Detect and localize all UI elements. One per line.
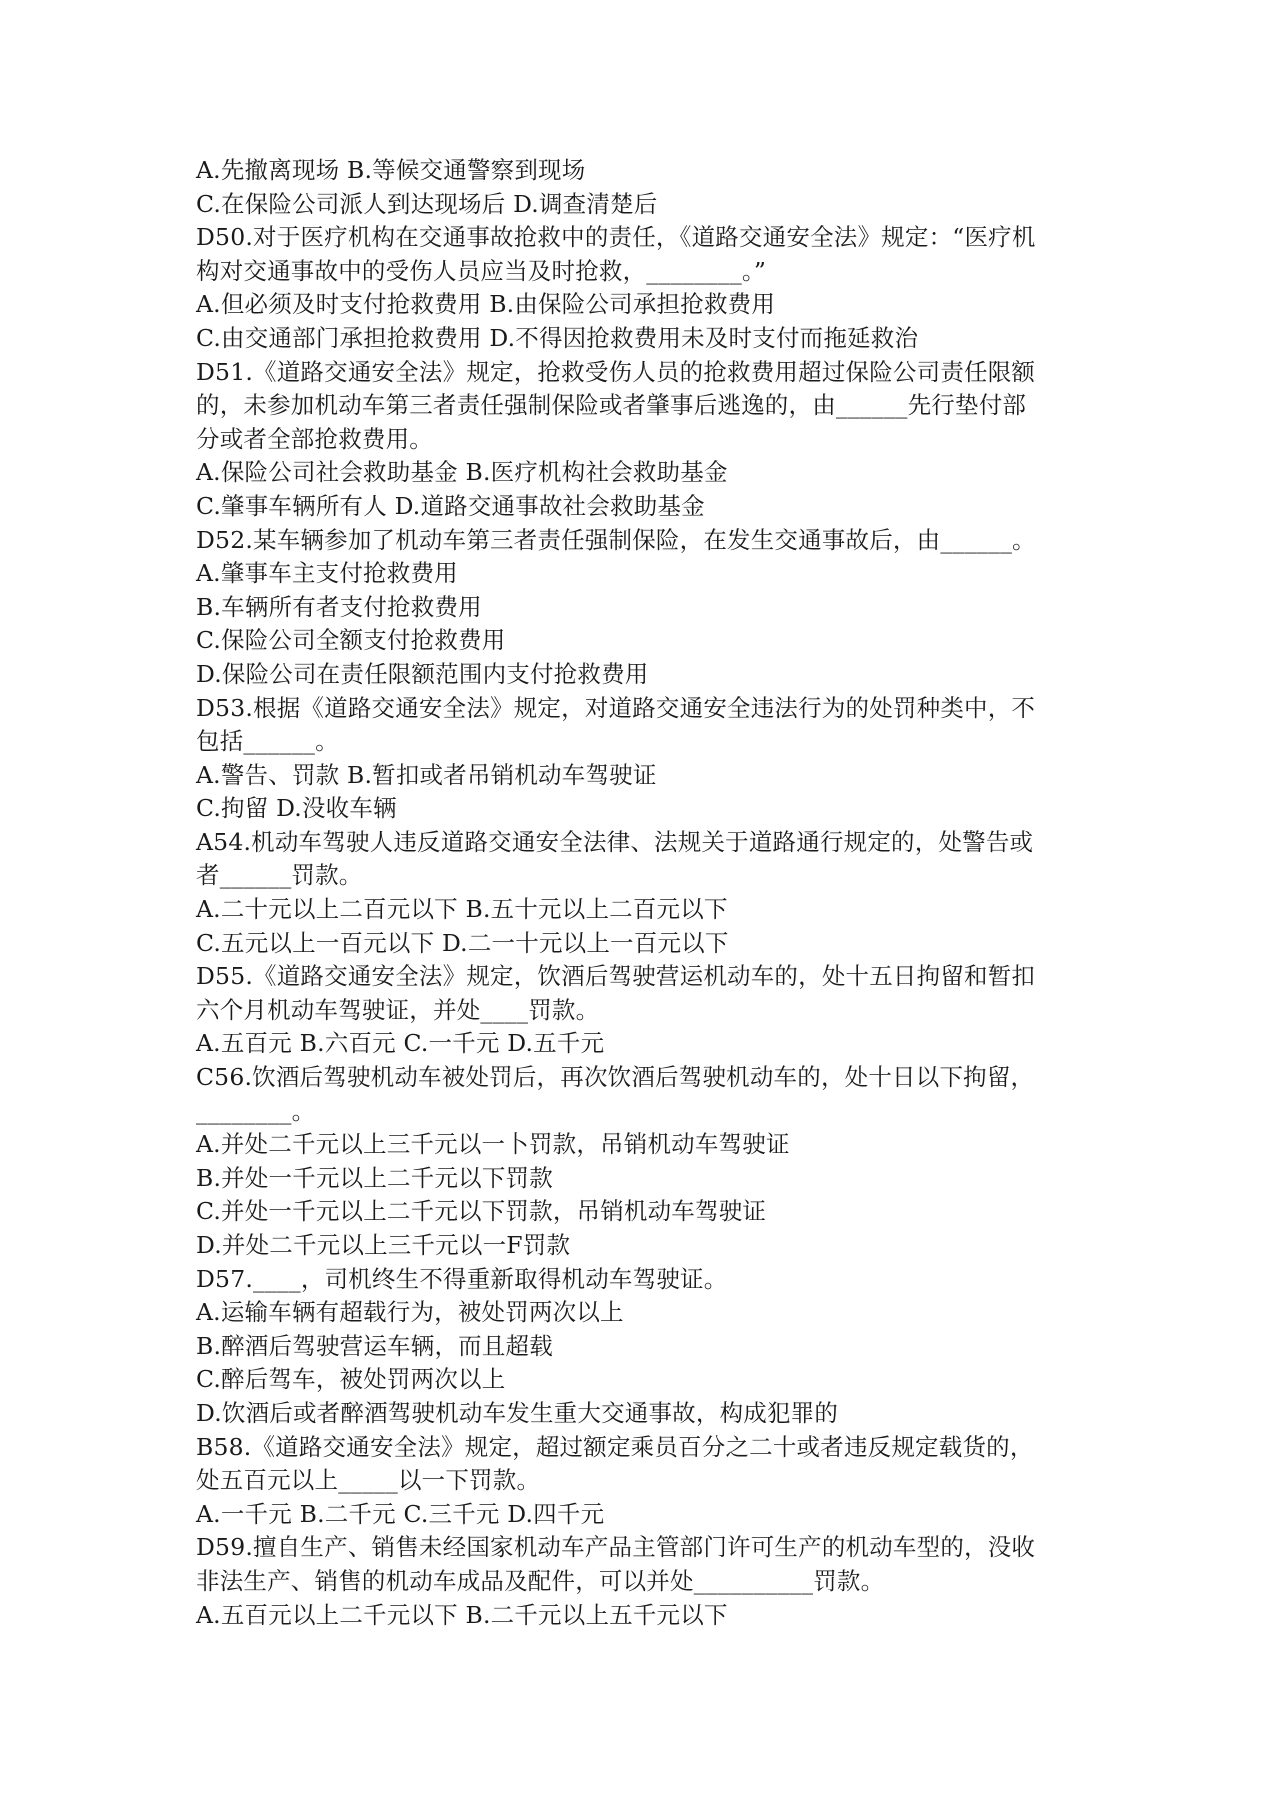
text-line: 者______罚款。	[196, 861, 363, 890]
text-line: C.拘留 D.没收车辆	[196, 794, 397, 823]
text-line: A.并处二千元以上三千元以一卜罚款，吊销机动车驾驶证	[196, 1130, 790, 1159]
text-line: C.五元以上一百元以下 D.二一十元以上一百元以下	[196, 928, 729, 957]
text-line: A54.机动车驾驶人违反道路交通安全法律、法规关于道路通行规定的，处警告或	[196, 827, 1034, 856]
document-body	[196, 154, 1096, 1632]
text-line: A.保险公司社会救助基金 B.医疗机构社会救助基金	[196, 458, 728, 487]
text-line: 非法生产、销售的机动车成品及配件，可以并处__________罚款。	[196, 1566, 885, 1595]
text-line: A.警告、罚款 B.暂扣或者吊销机动车驾驶证	[196, 760, 657, 789]
text-line: 处五百元以上_____以一下罚款。	[196, 1466, 541, 1495]
text-line: D50.对于医疗机构在交通事故抢救中的责任，《道路交通安全法》规定：“医疗机	[196, 223, 1036, 252]
text-line: B.并处一千元以上二千元以下罚款	[196, 1163, 553, 1192]
text-line: 构对交通事故中的受伤人员应当及时抢救，________。”	[196, 256, 767, 285]
text-line: 六个月机动车驾驶证，并处____罚款。	[196, 995, 600, 1024]
text-line: A.五百元以上二千元以下 B.二千元以上五千元以下	[196, 1600, 728, 1629]
text-line: A.肇事车主支付抢救费用	[196, 559, 458, 588]
text-line: A.运输车辆有超载行为，被处罚两次以上	[196, 1298, 624, 1327]
text-line: C56.饮酒后驾驶机动车被处罚后，再次饮酒后驾驶机动车的，处十日以下拘留，	[196, 1063, 1035, 1092]
text-line: D51.《道路交通安全法》规定，抢救受伤人员的抢救费用超过保险公司责任限额	[196, 357, 1036, 386]
text-line: D.保险公司在责任限额范围内支付抢救费用	[196, 659, 649, 688]
text-line: D52.某车辆参加了机动车第三者责任强制保险，在发生交通事故后，由______。	[196, 525, 1036, 554]
text-line: C.醉后驾车，被处罚两次以上	[196, 1365, 506, 1394]
text-line: B.醉酒后驾驶营运车辆，而且超载	[196, 1331, 553, 1360]
text-line: A.二十元以上二百元以下 B.五十元以上二百元以下	[196, 895, 728, 924]
text-line: B58.《道路交通安全法》规定，超过额定乘员百分之二十或者违反规定载货的，	[196, 1432, 1034, 1461]
text-line: C.在保险公司派人到达现场后 D.调查清楚后	[196, 189, 658, 218]
text-line: A.但必须及时支付抢救费用 B.由保险公司承担抢救费用	[196, 290, 776, 319]
text-line: A.先撤离现场 B.等候交通警察到现场	[196, 156, 586, 184]
text-line: D.饮酒后或者醉酒驾驶机动车发生重大交通事故，构成犯罪的	[196, 1398, 839, 1427]
text-line: C.由交通部门承担抢救费用 D.不得因抢救费用未及时支付而拖延救治	[196, 323, 919, 352]
text-line: C.肇事车辆所有人 D.道路交通事故社会救助基金	[196, 491, 705, 520]
text-line: C.并处一千元以上二千元以下罚款，吊销机动车驾驶证	[196, 1197, 767, 1226]
text-line: D55.《道路交通安全法》规定，饮酒后驾驶营运机动车的，处十五日拘留和暂扣	[196, 962, 1036, 991]
text-line: ________。	[196, 1096, 316, 1125]
text-line: D59.擅自生产、销售未经国家机动车产品主管部门许可生产的机动车型的，没收	[196, 1533, 1036, 1562]
text-line: 的，未参加机动车第三者责任强制保险或者肇事后逃逸的，由______先行垫付部	[196, 391, 1027, 420]
text-line: 分或者全部抢救费用。	[196, 424, 433, 453]
text-line: C.保险公司全额支付抢救费用	[196, 626, 506, 655]
text-line: B.车辆所有者支付抢救费用	[196, 592, 482, 621]
text-line: D53.根据《道路交通安全法》规定，对道路交通安全违法行为的处罚种类中，不	[196, 693, 1036, 722]
text-line: A.五百元 B.六百元 C.一千元 D.五千元	[196, 1029, 605, 1058]
text-line: 包括______。	[196, 727, 339, 756]
text-line: D.并处二千元以上三千元以一F罚款	[196, 1231, 571, 1259]
text-line: A.一千元 B.二千元 C.三千元 D.四千元	[196, 1499, 605, 1528]
text-line: D57.____，司机终生不得重新取得机动车驾驶证。	[196, 1264, 728, 1293]
